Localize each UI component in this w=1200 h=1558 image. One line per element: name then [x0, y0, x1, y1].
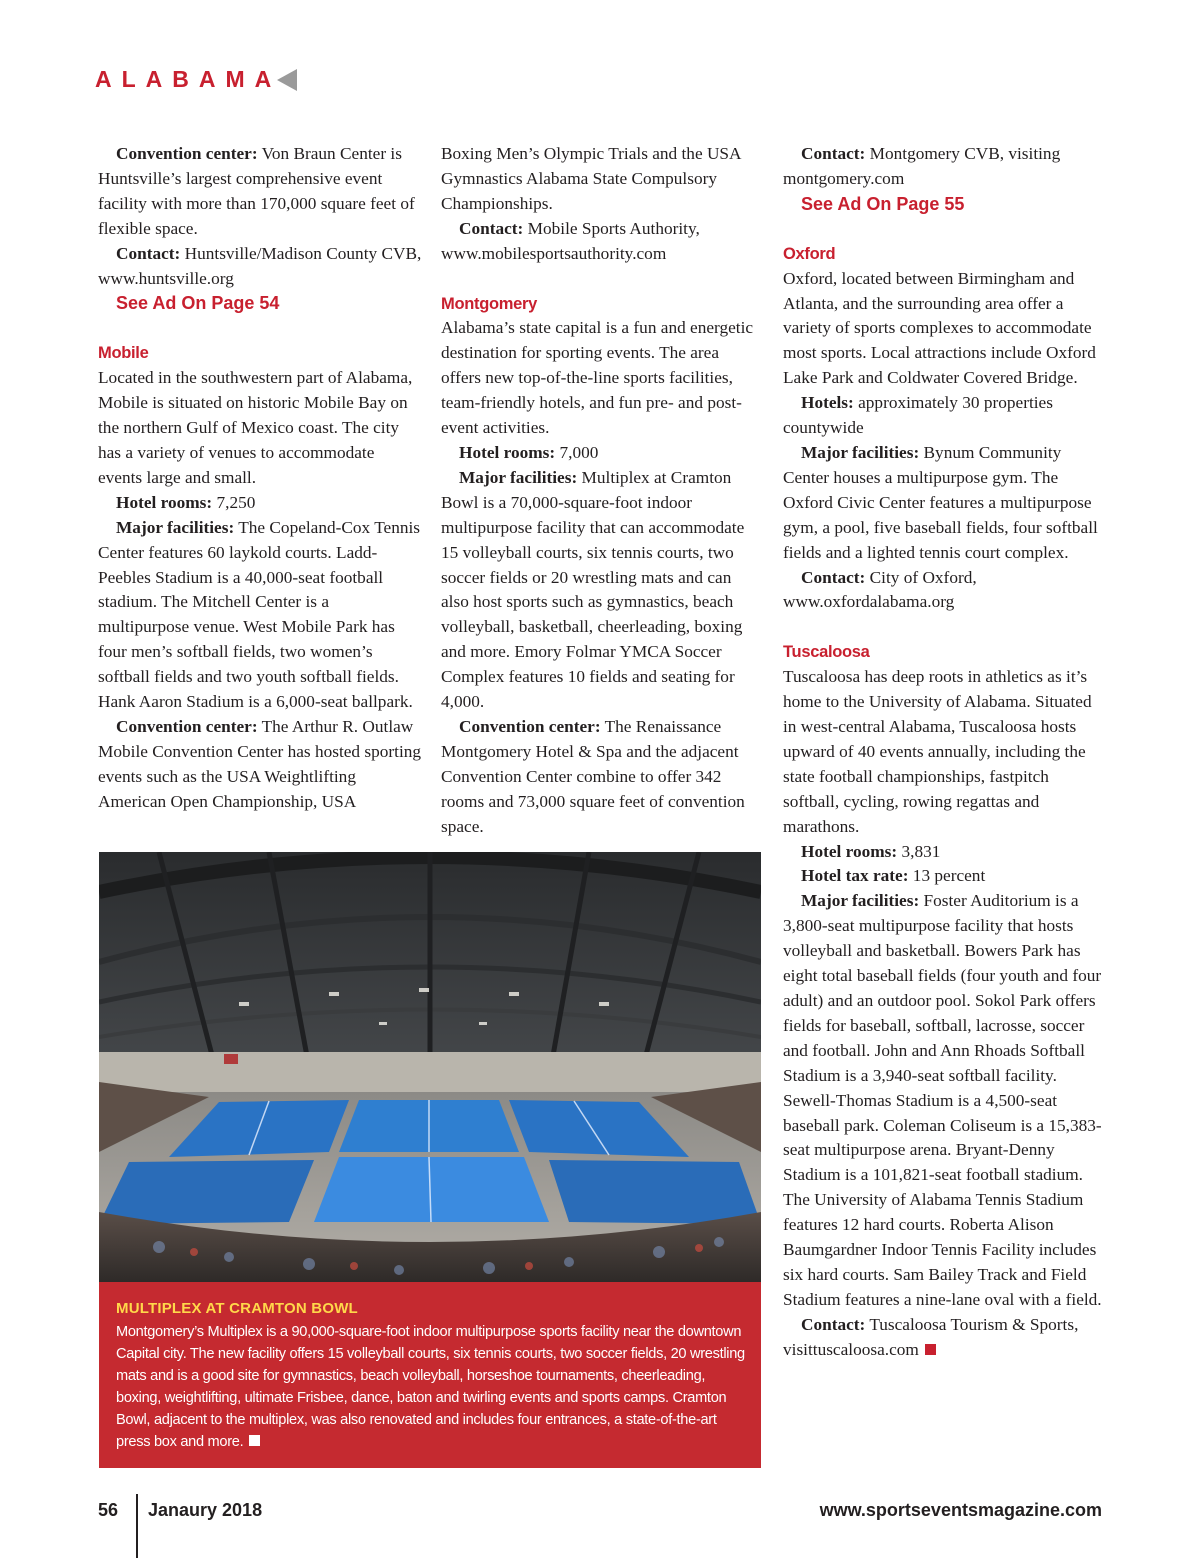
arena-illustration — [99, 852, 761, 1282]
issue-date: Janaury 2018 — [148, 1500, 263, 1520]
paragraph — [783, 1313, 1105, 1363]
paragraph: Boxing Men’s Olympic Trials and the USA Gymnastics Alabama State Compulsory Championships. — [441, 144, 741, 213]
text: The Arthur R. Outlaw Mobile Convention Center has hosted sporting events such as the USA Weightlifting American Open Championship, USA — [98, 716, 422, 811]
paragraph — [98, 715, 422, 815]
text: 7,000 — [555, 442, 599, 462]
column-3 — [783, 142, 1105, 1363]
caption-title: MULTIPLEX AT CRAMTON BOWL — [116, 1300, 358, 1317]
text: Von Braun Center is Huntsville’s largest comprehensive event facility with more than 170,000 square feet of flexible space. — [98, 144, 415, 238]
label: Hotels: — [801, 393, 854, 413]
caption-body — [116, 1321, 747, 1453]
text: Tuscaloosa Tourism & Sports, visittuscaloosa.com — [783, 1314, 1079, 1359]
label: Hotel tax rate: — [801, 866, 909, 886]
paragraph — [783, 864, 1105, 889]
label: Contact: — [459, 218, 524, 238]
label: Convention center: — [116, 716, 258, 736]
label: Convention center: — [116, 144, 258, 163]
paragraph — [783, 391, 1105, 441]
city-heading-mobile: Mobile — [98, 344, 149, 363]
label: Major facilities: — [116, 517, 235, 537]
column-2 — [441, 142, 763, 839]
text: The Copeland-Cox Tennis Center features 60 laykold courts. Ladd-Peebles Stadium is a 40,000-seat football stadium. The Mitchell Center is a multipurpose venue. West Mobile Park has four men’s softball fields, two women’s softball fields and two youth softball fields. Hank Aaron Stadium is a 6,000-seat ballpark. — [98, 517, 421, 712]
label: Hotel rooms: — [459, 442, 556, 462]
city-heading-montgomery: Montgomery — [441, 294, 538, 313]
triangle-marker-icon — [277, 69, 297, 91]
paragraph: Located in the southwestern part of Alabama, Mobile is situated on historic Mobile Bay on the northern Gulf of Mexico coast. The city has a variety of venues to accommodate events large and small. — [98, 368, 413, 487]
end-mark-icon — [925, 1344, 936, 1355]
paragraph — [441, 466, 763, 715]
paragraph: Alabama’s state capital is a fun and energetic destination for sporting events. The area offers new top-of-the-line sports facilities, team-friendly hotels, and fun pre- and post-event activities. — [441, 318, 754, 438]
city-heading-oxford: Oxford — [783, 244, 836, 263]
paragraph: Oxford, located between Birmingham and Atlanta, and the surrounding area offer a variety of sports complexes to accommodate most sports. Local attractions include Oxford Lake Park and Coldwater Covered Bridge. — [783, 268, 1096, 388]
text: City of Oxford, www.oxfordalabama.org — [783, 567, 977, 612]
text: Multiplex at Cramton Bowl is a 70,000-square-foot indoor multipurpose facility that can accommodate 15 volleyball courts, six tennis courts, two soccer fields or 20 wrestling mats and can also host sports such as gymnastics, beach volleyball, basketball, cheerleading, boxing and more. Emory Folmar YMCA Soccer Complex features 10 fields and seating for 4,000. — [441, 467, 745, 712]
text: Foster Auditorium is a 3,800-seat multipurpose facility that hosts volleyball and basketball. Bowers Park has eight total baseball fields (four youth and four adult) and an outdoor pool. Sokol Park offers fields for baseball, softball, lacrosse, soccer and football. John and Ann Rhoads Softball Stadium is a 3,940-seat softball facility. Sewell-Thomas Stadium is a 4,500-seat baseball park. Coleman Coliseum is a 15,383-seat multipurpose arena. Bryant-Denny Stadium is a 101,821-seat football stadium. The University of Alabama Tennis Stadium features 12 hard courts. Roberta Alison Baumgardner Indoor Tennis Facility includes six hard courts. Sam Bailey Track and Field Stadium features a nine-lane oval with a field. — [783, 891, 1102, 1309]
text: 3,831 — [897, 841, 941, 861]
label: Contact: — [801, 144, 866, 163]
label: Contact: — [116, 243, 181, 263]
paragraph — [783, 566, 1105, 616]
photo-caption — [99, 1282, 761, 1468]
paragraph — [783, 142, 1105, 192]
label: Major facilities: — [459, 467, 578, 487]
label: Convention center: — [459, 716, 601, 736]
paragraph — [783, 840, 1105, 865]
text: Montgomery CVB, visiting montgomery.com — [783, 144, 1061, 188]
see-ad-link[interactable]: See Ad On Page 55 — [801, 193, 965, 214]
arena-photo — [99, 852, 761, 1282]
paragraph — [98, 142, 422, 242]
paragraph — [783, 889, 1105, 1312]
text: Mobile Sports Authority, www.mobilesportsauthority.com — [441, 218, 700, 263]
text: 13 percent — [908, 866, 986, 886]
text: approximately 30 properties countywide — [783, 393, 1053, 438]
paragraph — [441, 441, 763, 466]
text: Bynum Community Center houses a multipurpose gym. The Oxford Civic Center features a multipurpose gym, a pool, five baseball fields, four softball fields and a lighted tennis court complex. — [783, 442, 1098, 562]
page-number: 56 — [98, 1500, 119, 1520]
label: Hotel rooms: — [116, 492, 213, 512]
text: The Renaissance Montgomery Hotel & Spa and the adjacent Convention Center combine to offer 342 rooms and 73,000 square feet of convention space. — [441, 716, 745, 836]
section-title: ALABAMA — [95, 66, 282, 92]
paragraph — [98, 516, 422, 715]
paragraph — [783, 441, 1105, 566]
column-1 — [98, 142, 422, 815]
paragraph: Tuscaloosa has deep roots in athletics as it’s home to the University of Alabama. Situated in west-central Alabama, Tuscaloosa hosts upward of 40 events annually, including the state football championships, fastpitch softball, cycling, rowing regattas and marathons. — [783, 667, 1092, 836]
section-header — [95, 66, 297, 93]
label: Contact: — [801, 567, 866, 587]
paragraph — [98, 242, 422, 292]
label: Major facilities: — [801, 891, 920, 911]
city-heading-tuscaloosa: Tuscaloosa — [783, 643, 870, 662]
paragraph — [98, 491, 422, 516]
caption-text: Montgomery’s Multiplex is a 90,000-square-foot indoor multipurpose sports facility near the downtown Capital city. The new facility offers 15 volleyball courts, six tennis courts, two soccer fields, 20 wrestling mats and is a good site for gymnastics, beach volleyball, horseshoe tournaments, cheerleading, boxing, weightlifting, ultimate Frisbee, dance, baton and twirling events and sports camps. Cramton Bowl, adjacent to the multiplex, was also renovated and includes four entrances, a state-of-the-art press box and more. — [116, 1324, 745, 1450]
see-ad-link[interactable]: See Ad On Page 54 — [116, 293, 280, 314]
footer-divider — [136, 1494, 138, 1558]
text: 7,250 — [212, 492, 256, 512]
label: Contact: — [801, 1314, 866, 1334]
label: Major facilities: — [801, 442, 920, 462]
paragraph — [441, 715, 763, 840]
end-mark-icon — [249, 1435, 260, 1446]
label: Hotel rooms: — [801, 841, 898, 861]
page-footer — [98, 1500, 1102, 1528]
paragraph — [441, 217, 763, 267]
website-url[interactable]: www.sportseventsmagazine.com — [819, 1500, 1102, 1520]
text: Huntsville/Madison County CVB, www.huntsville.org — [98, 243, 422, 288]
